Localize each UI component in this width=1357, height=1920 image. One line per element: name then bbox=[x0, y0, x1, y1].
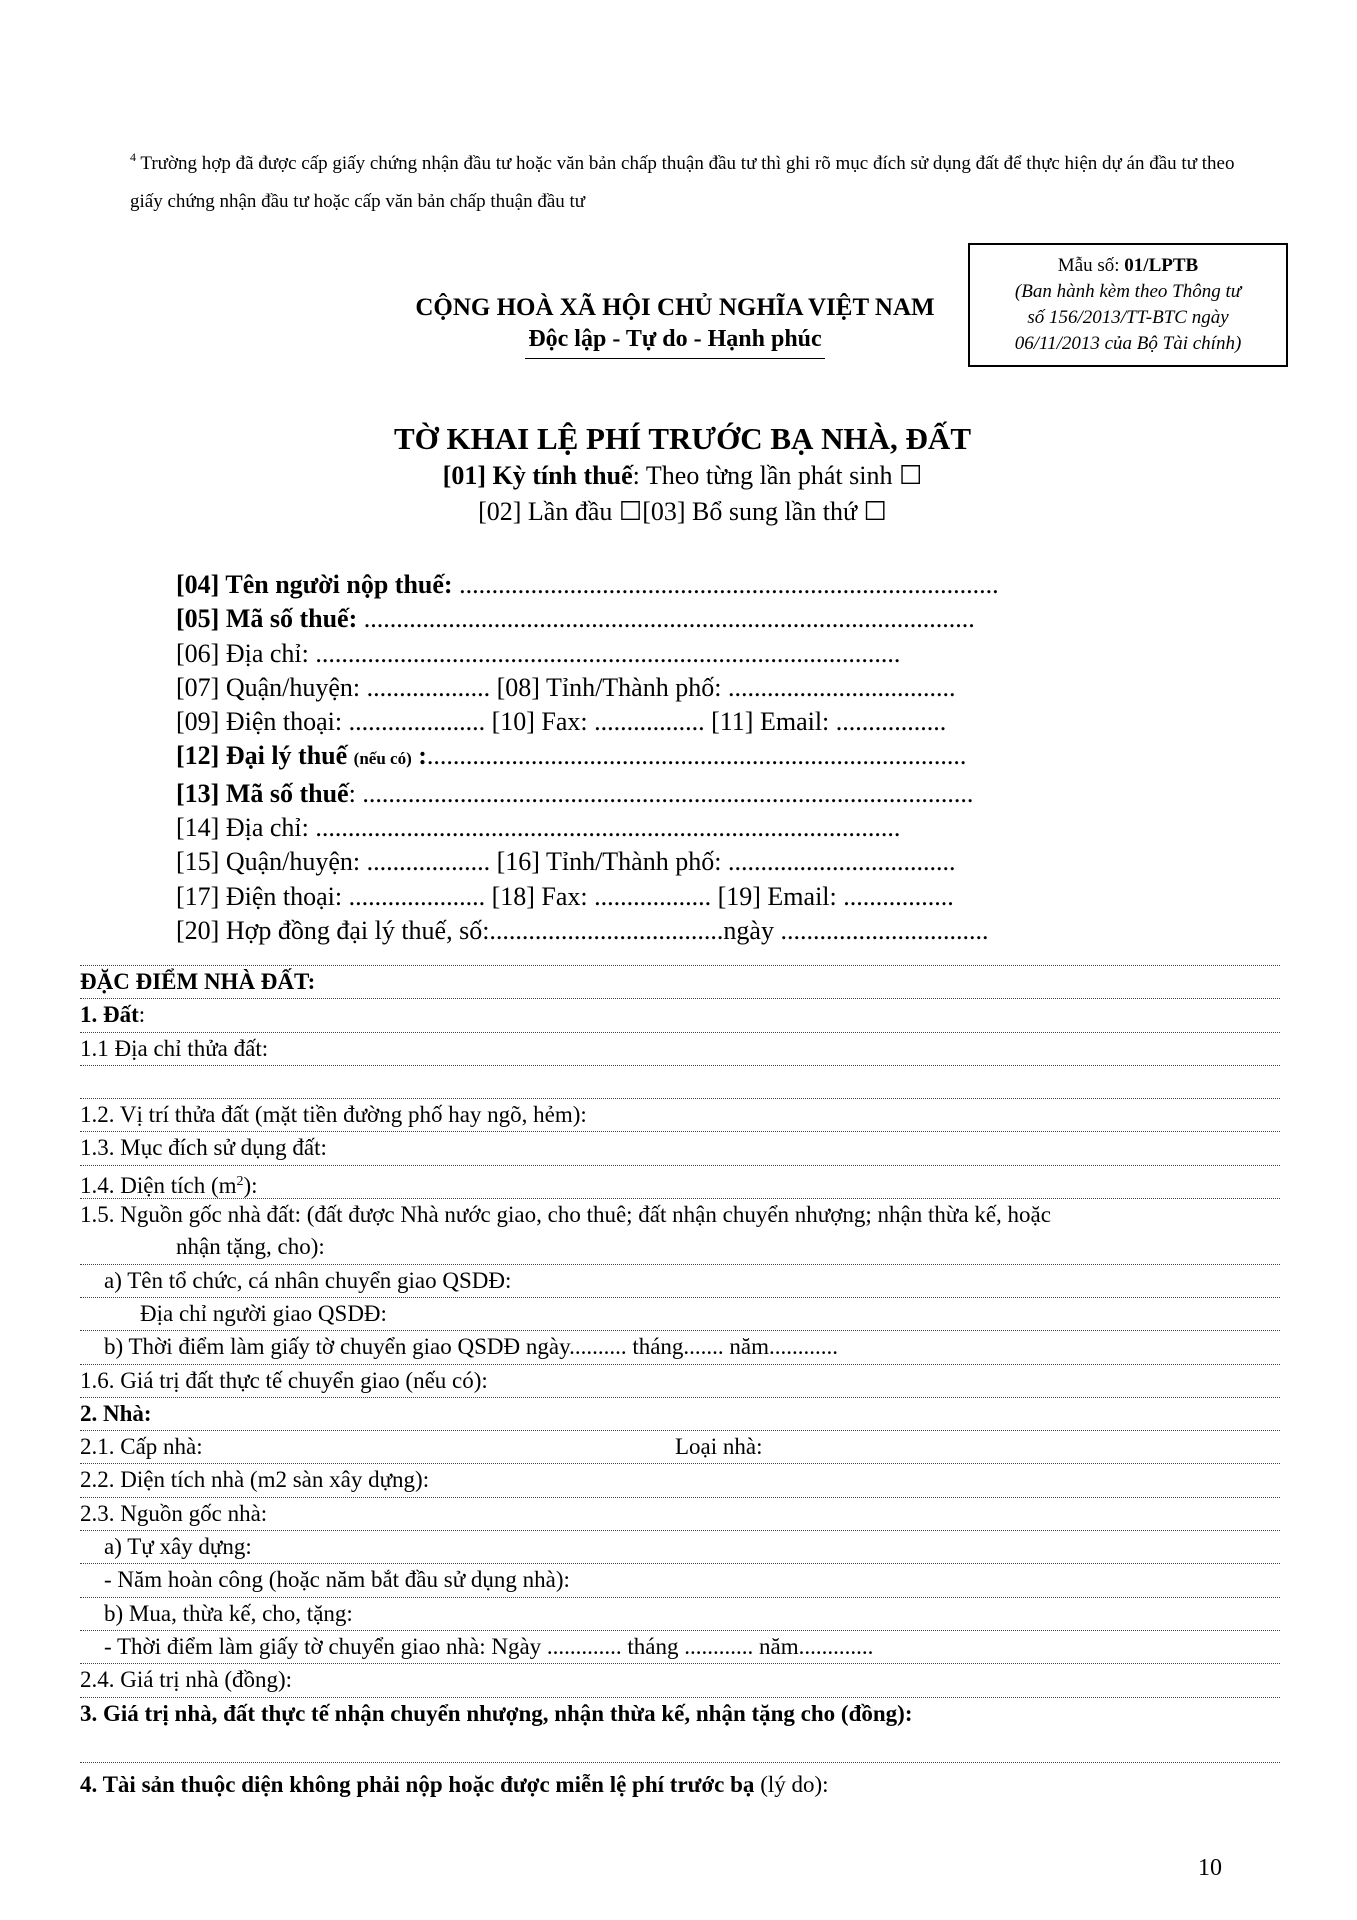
field-tax-code[interactable]: [05] Mã số thuế: .............................................................................................. bbox=[176, 604, 975, 634]
land-transfer-time[interactable]: b) Thời điểm làm giấy tờ chuyển giao QSDĐ ngày.......... tháng....... năm............ bbox=[80, 1331, 1280, 1364]
footnote-text: Trường hợp đã được cấp giấy chứng nhận đầu tư hoặc văn bản chấp thuận đầu tư thì ghi rõ mục đích sử dụng đất để thực hiện dự án đầu tư theo giấy chứng nhận đầu tư hoặc cấp văn bản chấp thuận đầu tư bbox=[130, 153, 1235, 212]
field-agent-contract[interactable]: [20] Hợp đồng đại lý thuế, số:....................................ngày ................................ bbox=[176, 915, 989, 945]
field-taxpayer-name-label: [04] Tên người nộp thuế: bbox=[176, 570, 453, 599]
declaration-type-line[interactable]: [02] Lần đầu ☐[03] Bổ sung lần thứ ☐ bbox=[478, 497, 887, 526]
field-agent-address[interactable]: [14] Địa chỉ: .......................................................................................... bbox=[176, 813, 901, 843]
page-number: 10 bbox=[1198, 1855, 1222, 1881]
field-tax-code-label: [05] Mã số thuế: bbox=[176, 604, 358, 634]
land-heading: 1. Đất: bbox=[80, 999, 1280, 1032]
house-transfer-time[interactable]: - Thời điểm làm giấy tờ chuyển giao nhà: Ngày ............. tháng ............ năm............. bbox=[80, 1631, 1280, 1664]
transfer-value[interactable]: 3. Giá trị nhà, đất thực tế nhận chuyển nhượng, nhận thừa kế, nhận tặng cho (đồng): bbox=[80, 1700, 913, 1726]
house-completion-year[interactable]: - Năm hoàn công (hoặc năm bắt đầu sử dụng nhà): bbox=[80, 1564, 1280, 1597]
field-agent-tax-code-label: [13] Mã số thuế bbox=[176, 778, 349, 808]
form-code: 01/LPTB bbox=[1124, 255, 1199, 276]
land-origin-cont: nhận tặng, cho): bbox=[80, 1231, 1280, 1264]
field-agent-tax-code[interactable]: [13] Mã số thuế: .............................................................................................. bbox=[176, 778, 974, 808]
form-title-block bbox=[230, 420, 1135, 530]
form-title: TỜ KHAI LỆ PHÍ TRƯỚC BẠ NHÀ, ĐẤT bbox=[393, 421, 971, 456]
field-tax-agent-label: [12] Đại lý thuế bbox=[176, 741, 354, 771]
field-taxpayer-name[interactable]: [04] Tên người nộp thuế: ................................................................................... bbox=[176, 570, 999, 599]
house-value[interactable]: 2.4. Giá trị nhà (đồng): bbox=[80, 1664, 1280, 1697]
tax-period-label: [01] Kỳ tính thuế bbox=[442, 461, 633, 490]
spec-heading: ĐẶC ĐIỂM NHÀ ĐẤT: bbox=[80, 965, 1280, 999]
form-number-box bbox=[968, 243, 1288, 367]
tax-period-line bbox=[230, 458, 1135, 494]
field-agent-phone-fax-email[interactable]: [17] Điện thoại: ..................... [18] Fax: .................. [19] Email: ................. bbox=[176, 881, 954, 911]
field-address[interactable]: [06] Địa chỉ: .......................................................................................... bbox=[176, 638, 901, 668]
field-agent-district-province[interactable]: [15] Quận/huyện: ................... [16] Tỉnh/Thành phố: ................................... bbox=[176, 847, 956, 877]
land-address[interactable]: 1.1 Địa chỉ thửa đất: bbox=[80, 1033, 1280, 1066]
property-characteristics bbox=[80, 965, 1280, 1809]
house-heading: 2. Nhà: bbox=[80, 1398, 1280, 1431]
house-self-built[interactable]: a) Tự xây dựng: bbox=[80, 1531, 1280, 1564]
field-district-province[interactable]: [07] Quận/huyện: ................... [08] Tỉnh/Thành phố: ................................... bbox=[176, 672, 956, 702]
house-grade[interactable]: 2.1. Cấp nhà: Loại nhà: bbox=[80, 1431, 1280, 1464]
land-transferor-address[interactable]: Địa chỉ người giao QSDĐ: bbox=[80, 1298, 1280, 1331]
form-number-label: Mẫu số: bbox=[1057, 255, 1125, 276]
house-type[interactable]: Loại nhà: bbox=[675, 1434, 763, 1460]
tax-period-option[interactable]: : Theo từng lần phát sinh ☐ bbox=[632, 461, 923, 490]
land-position[interactable]: 1.2. Vị trí thửa đất (mặt tiền đường phố hay ngõ, hẻm): bbox=[80, 1099, 1280, 1132]
house-origin[interactable]: 2.3. Nguồn gốc nhà: bbox=[80, 1498, 1280, 1531]
field-tax-agent[interactable]: [12] Đại lý thuế (nếu có) :................................................................................... bbox=[176, 741, 967, 771]
land-purpose[interactable]: 1.3. Mục đích sử dụng đất: bbox=[80, 1132, 1280, 1165]
transfer-value-blank[interactable] bbox=[80, 1730, 1280, 1763]
land-address-blank[interactable] bbox=[80, 1066, 1280, 1099]
motto-underline bbox=[525, 358, 825, 359]
footnote bbox=[130, 138, 1250, 221]
national-motto: Độc lập - Tự do - Hạnh phúc bbox=[528, 326, 822, 352]
footnote-marker: 4 bbox=[130, 150, 136, 164]
land-area[interactable]: 1.4. Diện tích $(m^2)$: bbox=[80, 1166, 1280, 1199]
land-value[interactable]: 1.6. Giá trị đất thực tế chuyển giao (nếu có): bbox=[80, 1365, 1280, 1398]
house-area[interactable]: 2.2. Diện tích nhà (m2 sàn xây dựng): bbox=[80, 1464, 1280, 1497]
country-name: CỘNG HOÀ XÃ HỘI CHỦ NGHĨA VIỆT NAM bbox=[415, 294, 935, 321]
exemption-reason[interactable]: 4. Tài sản thuộc diện không phải nộp hoặc được miễn lệ phí trước bạ (lý do): bbox=[80, 1772, 829, 1798]
land-transferor-name[interactable]: a) Tên tổ chức, cá nhân chuyển giao QSDĐ: bbox=[80, 1265, 1280, 1298]
house-acquired[interactable]: b) Mua, thừa kế, cho, tặng: bbox=[80, 1598, 1280, 1631]
form-issued-line-3: 06/11/2013 của Bộ Tài chính) bbox=[1014, 333, 1242, 354]
national-header bbox=[380, 292, 970, 359]
land-origin[interactable]: 1.5. Nguồn gốc nhà đất: (đất được Nhà nước giao, cho thuê; đất nhận chuyển nhượng; nhận thừa kế, hoặc bbox=[80, 1202, 1051, 1228]
field-phone-fax-email[interactable]: [09] Điện thoại: ..................... [10] Fax: ................. [11] Email: ................. bbox=[176, 707, 947, 737]
form-issued-line-2: số 156/2013/TT-BTC ngày bbox=[1027, 307, 1229, 328]
taxpayer-fields bbox=[176, 568, 1176, 948]
form-issued-line-1: (Ban hành kèm theo Thông tư bbox=[1014, 281, 1242, 302]
